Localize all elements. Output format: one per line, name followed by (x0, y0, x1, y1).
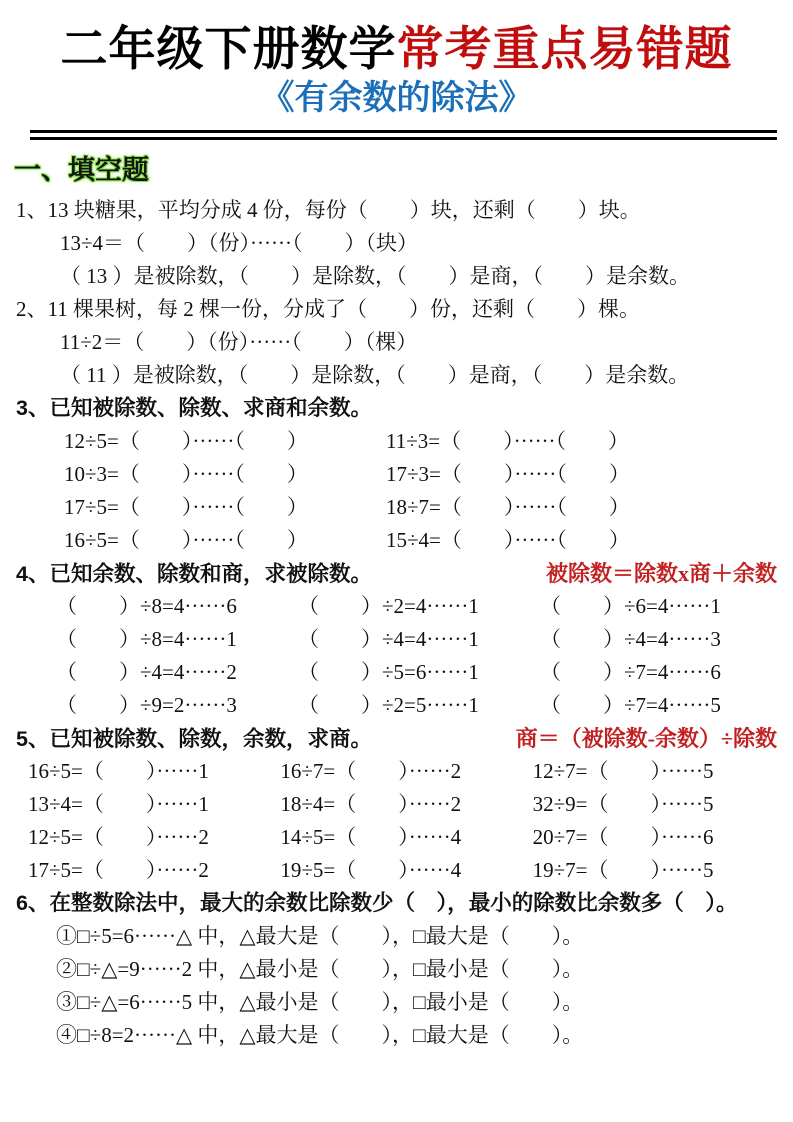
double-rule-divider (30, 130, 777, 140)
q5-equation: 16÷7=（ ）······2 (280, 759, 462, 783)
q4-equation: （ ）÷4=4······1 (298, 627, 479, 651)
q3-equation: 15÷4=（ ）······（ ） (386, 528, 630, 552)
questions-area (16, 194, 785, 1052)
q6-subitem-2: ②□÷△=9······2 中，△最小是（ ），□最小是（ ）。 (56, 957, 584, 981)
q2-equation: 11÷2＝（ ）（份）······（ ）（棵） (60, 330, 418, 354)
q5-equation: 18÷4=（ ）······2 (280, 792, 462, 816)
q5-stem: 5、已知被除数、除数，余数，求商。 (16, 727, 372, 751)
q4-equation: （ ）÷4=4······2 (56, 660, 237, 684)
q4-equation: （ ）÷7=4······5 (540, 693, 721, 717)
q4-equation: （ ）÷7=4······6 (540, 660, 721, 684)
q4-equation: （ ）÷8=4······6 (56, 594, 237, 618)
q3-equation: 10÷3=（ ）······（ ） (64, 462, 308, 486)
q5-equation: 12÷7=（ ）······5 (532, 759, 714, 783)
title-part-black: 二年级下册数学 (60, 24, 397, 76)
q3-equation: 18÷7=（ ）······（ ） (386, 495, 630, 519)
q4-equation: （ ）÷5=6······1 (298, 660, 479, 684)
q5-equation: 32÷9=（ ）······5 (532, 792, 714, 816)
q1-stem: 1、13 块糖果，平均分成 4 份，每份（ ）块，还剩（ ）块。 (16, 198, 641, 222)
q6-subitems (16, 920, 785, 1052)
q5-equation: 19÷7=（ ）······5 (532, 858, 714, 882)
q5-row (16, 854, 785, 887)
q3-equation: 11÷3=（ ）······（ ） (386, 429, 630, 453)
page-subtitle: 《有余数的除法》 (260, 80, 533, 117)
title-part-red: 常考重点易错题 (396, 24, 733, 76)
q4-equation: （ ）÷4=4······3 (540, 627, 721, 651)
q4-equation: （ ）÷8=4······1 (56, 627, 237, 651)
q4-equation: （ ）÷2=4······1 (298, 594, 479, 618)
q5-equation: 17÷5=（ ）······2 (28, 858, 209, 882)
q4-equation: （ ）÷6=4······1 (540, 594, 721, 618)
q5-equation: 14÷5=（ ）······4 (280, 825, 462, 849)
q4-equation: （ ）÷9=2······3 (56, 693, 237, 717)
q5-row (16, 821, 785, 854)
q2-stem: 2、11 棵果树，每 2 棵一份，分成了（ ）份，还剩（ ）棵。 (16, 297, 640, 321)
q5-row (16, 788, 785, 821)
q5-stem-row (16, 722, 785, 755)
q4-stem: 4、已知余数、除数和商，求被除数。 (16, 562, 372, 586)
q5-row (16, 755, 785, 788)
q4-equation: （ ）÷2=5······1 (298, 693, 479, 717)
q4-formula-note: 被除数＝除数x商＋余数 (545, 561, 777, 586)
q3-row (16, 491, 785, 524)
q5-equation: 19÷5=（ ）······4 (280, 858, 462, 882)
q5-equation: 16÷5=（ ）······1 (28, 759, 209, 783)
q6-subitem-1: ①□÷5=6······△ 中，△最大是（ ），□最大是（ ）。 (56, 924, 584, 948)
q4-row (16, 656, 785, 689)
q3-stem: 3、已知被除数、除数、求商和余数。 (16, 396, 372, 420)
q4-row (16, 623, 785, 656)
q3-equation: 12÷5=（ ）······（ ） (64, 429, 308, 453)
q5-equation: 13÷4=（ ）······1 (28, 792, 209, 816)
section-header-fill-in-blanks: 一、填空题 (14, 155, 149, 185)
q1-identify: （ 13 ）是被除数，（ ）是除数，（ ）是商，（ ）是余数。 (60, 264, 690, 288)
q6-subitem-4: ④□÷8=2······△ 中，△最大是（ ），□最大是（ ）。 (56, 1023, 584, 1047)
q6-stem: 6、在整数除法中，最大的余数比除数少（ ），最小的除数比余数多（ ）。 (16, 891, 738, 915)
q3-row (16, 458, 785, 491)
q3-row (16, 524, 785, 557)
q5-formula-note: 商＝（被除数-余数）÷除数 (515, 726, 777, 751)
q5-equation: 20÷7=（ ）······6 (532, 825, 714, 849)
page-title (0, 0, 793, 78)
q6-subitem-3: ③□÷△=6······5 中，△最小是（ ），□最小是（ ）。 (56, 990, 584, 1014)
q4-stem-row (16, 557, 785, 590)
q3-row (16, 425, 785, 458)
q2-identify: （ 11 ）是被除数，（ ）是除数，（ ）是商，（ ）是余数。 (60, 363, 690, 387)
q4-row (16, 590, 785, 623)
q1-equation: 13÷4＝（ ）（份）······（ ）（块） (60, 231, 418, 255)
q3-equation: 17÷5=（ ）······（ ） (64, 495, 308, 519)
q3-equation: 17÷3=（ ）······（ ） (386, 462, 630, 486)
q5-equation: 12÷5=（ ）······2 (28, 825, 209, 849)
q4-row (16, 689, 785, 722)
q3-equation: 16÷5=（ ）······（ ） (64, 528, 308, 552)
